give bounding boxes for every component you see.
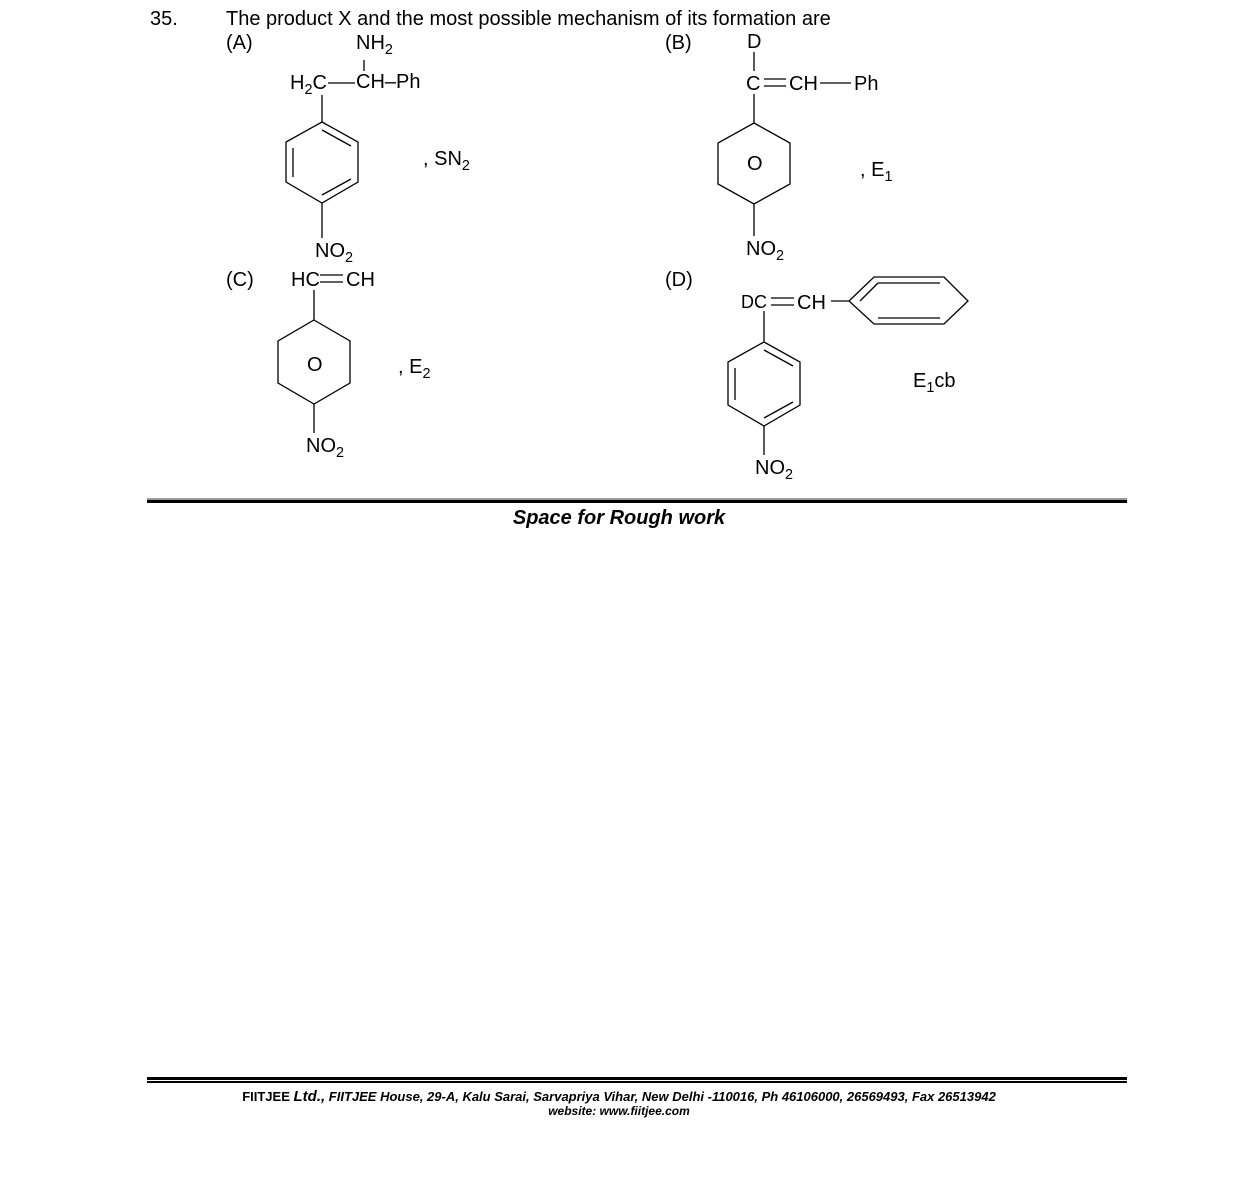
question-text: The product X and the most possible mechanism of its formation are [226,8,831,30]
footer-address: FIITJEE House, 29-A, Kalu Sarai, Sarvapriya Vihar, New Delhi -110016, Ph 46106000, 26569493, Fax 26513942 [328,1089,996,1104]
option-c-hc: HC [291,269,320,291]
option-b-ph: Ph [854,73,879,95]
option-b-ring-label: O [747,153,763,175]
option-c-label: (C) [226,269,254,291]
option-b-structure [718,52,851,236]
option-d-mechanism: $E_1cb$ [913,370,956,397]
option-b-carbon: C [746,73,761,95]
option-a-label: (A) [226,32,253,54]
separators [147,498,1127,1083]
option-b-ch: CH [789,73,818,95]
footer-website[interactable]: website: www.fiitjee.com [548,1104,690,1118]
option-d-dc: DC [741,292,767,312]
option-c-nitro-group: $NO_2$ [306,435,345,462]
footer-ltd: Ltd., [293,1088,326,1105]
option-b-deuterium: D [747,31,762,53]
footer-address-line [0,1089,1238,1104]
option-c-ring-label: O [307,354,323,376]
option-c-ch: CH [346,269,375,291]
option-a-ch2-group: $H_2C$ [290,72,327,99]
option-d-nitro-group: $NO_2$ [755,457,794,484]
option-a-ch-ph-group: CH–Ph [356,71,421,93]
question-number: 35. [150,8,178,30]
rough-work-heading: Space for Rough work [512,507,726,529]
option-d-ch: CH [797,292,826,314]
option-b-nitro-group: $NO_2$ [746,238,785,265]
footer-brand: FIITJEE [242,1089,290,1104]
option-a-mechanism: , $SN_2$ [423,148,470,175]
option-a-nitro-group: $NO_2$ [315,240,354,267]
option-b-mechanism: , $E_1$ [860,159,893,186]
option-b-label: (B) [665,32,692,54]
option-d-label: (D) [665,269,693,291]
option-a-amino-group: $NH_2$ [356,32,393,59]
option-c-mechanism: , $E_2$ [398,356,431,383]
